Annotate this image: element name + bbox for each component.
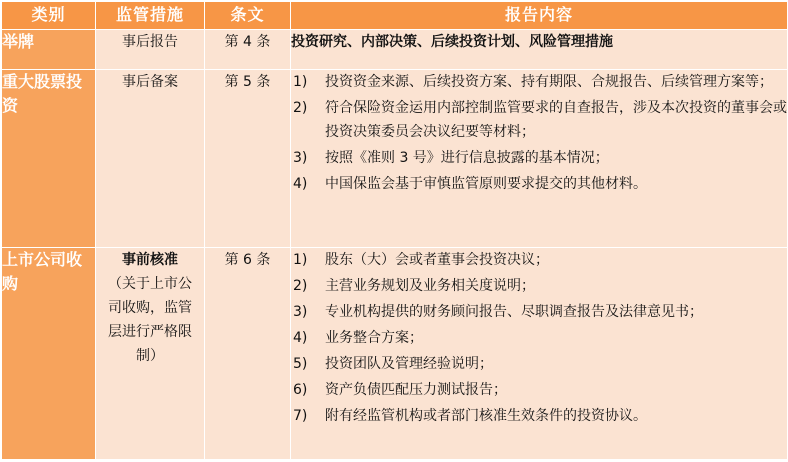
item-text: 股东（大）会或者董事会投资决议； <box>325 252 549 268</box>
item-text: 主营业务规划及业务相关度说明； <box>325 278 535 294</box>
item-text: 业务整合方案； <box>325 330 423 346</box>
content-cell <box>291 70 788 248</box>
item-text: 专业机构提供的财务顾问报告、尽职调查报告及法律意见书； <box>325 304 703 320</box>
content-cell <box>291 248 788 460</box>
item-text: 按照《准则 3 号》进行信息披露的基本情况； <box>325 150 609 166</box>
content-list <box>291 248 787 428</box>
list-item <box>291 300 787 324</box>
item-text: 资产负债匹配压力测试报告； <box>325 382 507 398</box>
list-item <box>291 248 787 272</box>
header-content: 报告内容 <box>291 2 788 30</box>
item-number: 2) <box>293 278 308 294</box>
header-article: 条文 <box>205 2 291 30</box>
item-text: 中国保监会基于审慎监管原则要求提交的其他材料。 <box>325 176 647 192</box>
item-number: 7) <box>293 408 308 424</box>
table-row-major-stock-investment <box>2 70 788 248</box>
item-number: 1) <box>293 74 308 90</box>
article-cell: 第 5 条 <box>205 70 291 248</box>
measure-cell: 事后报告 <box>96 30 205 70</box>
list-item <box>291 352 787 376</box>
list-item <box>291 172 787 196</box>
header-row <box>2 2 788 30</box>
category-cell: 重大股票投资 <box>2 70 96 248</box>
list-item <box>291 326 787 350</box>
regulatory-table <box>1 1 788 460</box>
item-text: 投资资金来源、后续投资方案、持有期限、合规报告、后续管理方案等； <box>325 74 773 90</box>
item-number: 3) <box>293 150 308 166</box>
list-item <box>291 378 787 402</box>
content-list <box>291 70 787 196</box>
content-cell: 投资研究、内部决策、后续投资计划、风险管理措施 <box>291 30 788 70</box>
measure-note: （关于上市公司收购，监管层进行严格限制） <box>108 276 192 364</box>
item-number: 5) <box>293 356 308 372</box>
article-cell: 第 4 条 <box>205 30 291 70</box>
category-cell: 举牌 <box>2 30 96 70</box>
item-number: 3) <box>293 304 308 320</box>
article-cell: 第 6 条 <box>205 248 291 460</box>
item-text: 附有经监管机构或者部门核准生效条件的投资协议。 <box>325 408 647 424</box>
item-number: 4) <box>293 176 308 192</box>
item-text: 投资团队及管理经验说明； <box>325 356 493 372</box>
category-cell: 上市公司收购 <box>2 248 96 460</box>
item-number: 4) <box>293 330 308 346</box>
measure-label: 事前核准 <box>122 252 178 268</box>
item-text: 符合保险资金运用内部控制监管要求的自查报告，涉及本次投资的董事会或投资决策委员会决议纪要等材料； <box>325 100 787 140</box>
item-number: 2) <box>293 100 308 116</box>
measure-cell <box>96 248 205 460</box>
header-measure: 监管措施 <box>96 2 205 30</box>
list-item <box>291 146 787 170</box>
measure-cell: 事后备案 <box>96 70 205 248</box>
item-number: 1) <box>293 252 308 268</box>
list-item <box>291 70 787 94</box>
list-item <box>291 274 787 298</box>
list-item <box>291 404 787 428</box>
list-item <box>291 96 787 144</box>
header-category: 类别 <box>2 2 96 30</box>
table-row-listed-company-acquisition <box>2 248 788 460</box>
table-row-placard <box>2 30 788 70</box>
item-number: 6) <box>293 382 308 398</box>
